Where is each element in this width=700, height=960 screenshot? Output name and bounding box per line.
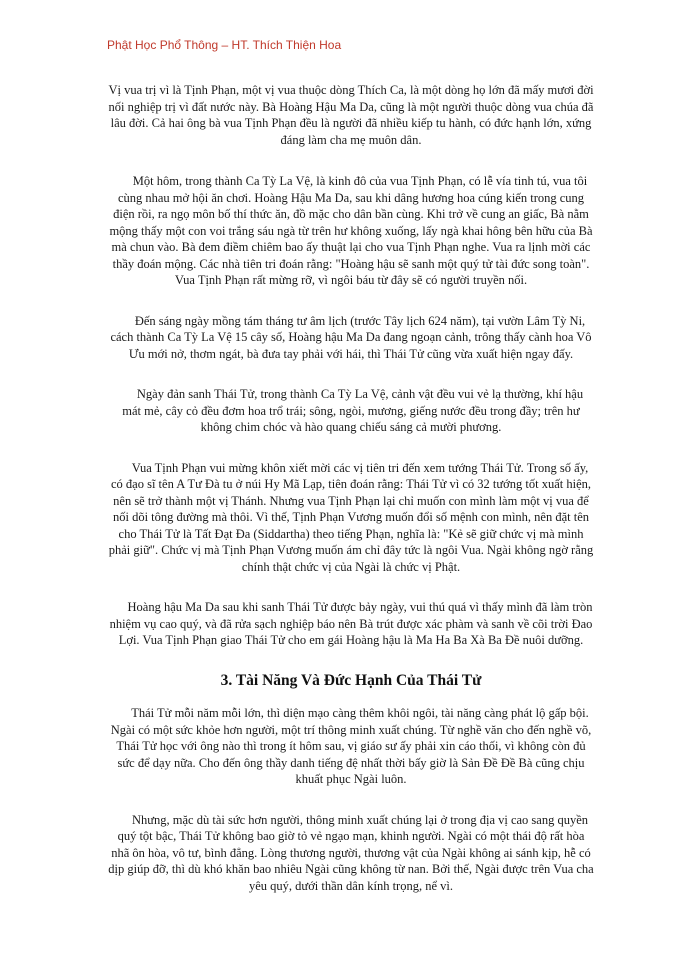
body-text bbox=[108, 82, 594, 918]
paragraph-prophecy: Vua Tịnh Phạn vui mừng khôn xiết mời các vị tiên tri đến xem tướng Thái Tử. Trong số ấy, có đạo sĩ tên A Tư Đà tu ở núi Hy Mã Lạp, tiên đoán rằng: Thái Tử vì có 32 tướng tốt xuất hiện, nên sẽ trở thành một vị Thánh. Nhưng vua Tịnh Phạn lại chỉ muốn con mình làm một vị vua để nối dõi tông đường mà thôi. Vì thế, Tịnh Phạn Vương muốn đổi số mệnh con mình, nên đặt tên cho Thái Tử là Tất Đạt Đa (Siddartha) theo tiếng Phạn, nghĩa là: "Kẻ sẽ giữ chức vị mà mình phải giữ". Chức vị mà Tịnh Phạn Vương muốn ám chỉ đây tức là ngôi Vua. Ngài không ngờ rằng chính thật chức vị của Ngài là chức vị Phật. bbox=[108, 460, 594, 574]
paragraph-kings-lineage: Vị vua trị vì là Tịnh Phạn, một vị vua thuộc dòng Thích Ca, là một dòng họ lớn đã mấy mươi đời nối nghiệp trị vì đất nước này. Bà Hoàng Hậu Ma Da, cũng là một người thuộc dòng vua chúa đã lâu đời. Cả hai ông bà vua Tịnh Phạn đều là người đã nhiều kiếp tu hành, có đức hạnh lớn, xứng đáng làm cha mẹ muôn dân. bbox=[108, 83, 594, 147]
section-heading: 3. Tài Năng Và Đức Hạnh Của Thái Tử bbox=[220, 671, 482, 689]
running-header: Phật Học Phổ Thông – HT. Thích Thiện Hoa bbox=[107, 38, 342, 52]
paragraph-queen-dream: Một hôm, trong thành Ca Tỳ La Vệ, là kinh đô của vua Tịnh Phạn, có lễ vía tinh tú, vua tôi cùng nhau mở hội ăn chơi. Hoàng Hậu Ma Da, sau khi dâng hương hoa cúng kiến trong cung điện rồi, ra ngọ môn bố thí thức ăn, đồ mặc cho dân bần cùng. Khi trở về cung an giấc, Bà nằm mộng thấy một con voi trắng sáu ngà từ trên hư không xuống, lấy ngà khai hông bên hữu của Bà mà chun vào. Bà đem điềm chiêm bao ấy thuật lại cho vua Tịnh Phạn nghe. Vua ra lịnh mời các thầy đoán mộng. Các nhà tiên tri đoán rằng: "Hoàng hậu sẽ sanh một quý tử tài đức song toàn". Vua Tịnh Phạn rất mừng rỡ, vì ngôi báu từ đây sẽ có người truyền nối. bbox=[109, 174, 593, 287]
paragraph-virtues: Nhưng, mặc dù tài sức hơn người, thông minh xuất chúng lại ở trong địa vị cao sang quyền quý tột bậc, Thái Tử không bao giờ tỏ vẻ ngạo mạn, khinh người. Ngài có một thái độ rất hòa nhã ôn hòa, vô tư, bình đẳng. Lòng thương người, thương vật của Ngài không ai sánh kịp, hễ có dịp giúp đỡ, thì dù khó khăn bao nhiêu Ngài cũng không từ nan. Bởi thế, Ngài được trên Vua cha yêu quý, dưới thần dân kính trọng, nể vì. bbox=[108, 812, 594, 893]
paragraph-talents: Thái Tử mỗi năm mỗi lớn, thì diện mạo càng thêm khôi ngôi, tài năng càng phát lộ gấp bội. Ngài có một sức khỏe hơn người, một trí thông minh xuất chúng. Từ nghề văn cho đến nghề võ, Thái Tử học với ông nào thì trong ít hôm sau, vị giáo sư ấy phải xin cáo thối, vì không còn đủ sức để dạy nữa. Cho đến ông thầy danh tiếng đệ nhất thời bấy giờ là Sản Đề Đề Bà cũng chịu khuất phục Ngài luôn. bbox=[110, 706, 592, 786]
paragraph-birth-lumbini: Đến sáng ngày mồng tám tháng tư âm lịch (trước Tây lịch 624 năm), tại vườn Lâm Tỳ Ni, cách thành Ca Tỳ La Vệ 15 cây số, Hoàng hậu Ma Da đang ngoạn cảnh, trông thấy cành hoa Vô Ưu mới nở, thơm ngát, bà đưa tay phải với hái, thì Thái Tử cũng vừa xuất hiện ngay đấy. bbox=[110, 313, 592, 361]
paragraph-queen-passing: Hoàng hậu Ma Da sau khi sanh Thái Tử được bảy ngày, vui thú quá vì thấy mình đã làm tròn nhiệm vụ cao quý, và đã rửa sạch nghiệp báo nên Bà trút được xác phàm và sanh về cõi trời Đao Lợi. Vua Tịnh Phạn giao Thái Tử cho em gái Hoàng hậu là Ma Ha Ba Xà Ba Đề nuôi dưỡng. bbox=[109, 600, 593, 647]
paragraph-birth-signs: Ngày đản sanh Thái Tử, trong thành Ca Tỳ La Vệ, cảnh vật đều vui vẻ lạ thường, khí hậu mát mẻ, cây cỏ đều đơm hoa trổ trái; sông, ngòi, mương, giếng nước đều trong đầy; trên hư không chim chóc và hào quang chiếu sáng cả mười phương. bbox=[122, 387, 584, 434]
